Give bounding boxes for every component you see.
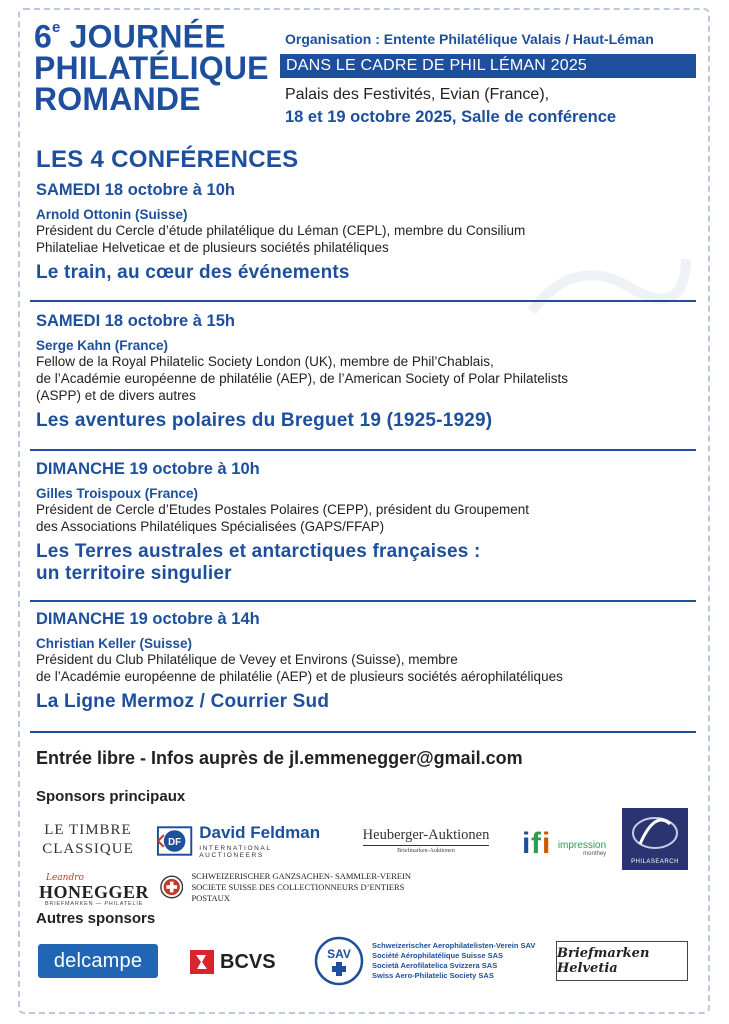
- sav-logo: SAV Schweizerischer Aerophilatelisten-Verein SAV Société Aérophilatélique Suisse SAS Società Aerofilatelica Svizzera SAS Swiss Aero-Philatelic Society SAS: [314, 935, 554, 987]
- ifi-impression-logo: i f i impression monthey: [518, 816, 610, 866]
- conference-talk: Les Terres australes et antarctiques françaises : un territoire singulier: [36, 541, 481, 584]
- conference-speaker: Serge Kahn (France): [36, 338, 169, 353]
- conference-3: [36, 460, 696, 585]
- conference-desc: Fellow de la Royal Philatelic Society London (UK), membre de Phil’Chablais, de l’Académie européenne de philatélie (AEP), de l’American Society of Polar Philatelists (ASPP) et de divers autres: [36, 354, 569, 403]
- conference-talk: La Ligne Mermoz / Courrier Sud: [36, 691, 330, 712]
- conference-desc: Président du Cercle d’étude philatélique du Léman (CEPL), membre du Consilium Philateliae Helveticae et de plusieurs sociétés philatéliques: [36, 223, 526, 255]
- entry-info: Entrée libre - Infos auprès de jl.emmenegger@gmail.com: [36, 748, 523, 768]
- bcvs-logo: BCVS: [190, 946, 290, 978]
- conference-talk: Le train, au cœur des événements: [36, 262, 350, 283]
- david-feldman-logo: DF David Feldman INTERNATIONAL AUCTIONEERS: [156, 822, 336, 860]
- venue: Palais des Festivités, Evian (France),: [285, 86, 550, 103]
- conference-speaker: Christian Keller (Suisse): [36, 636, 193, 651]
- conference-talk: Les aventures polaires du Breguet 19 (1925-1929): [36, 410, 493, 431]
- conference-slot: SAMEDI 18 octobre à 10h: [36, 181, 235, 199]
- conference-desc: Président du Club Philatélique de Vevey et Environs (Suisse), membre de l’Académie européenne de philatélie (AEP) et de plusieurs sociétés aérophilatéliques: [36, 652, 563, 684]
- ifi-mark-icon: [522, 819, 556, 863]
- swiss-cross-icon: [160, 874, 183, 900]
- svg-text:f: f: [530, 827, 541, 860]
- conference-slot: SAMEDI 18 octobre à 15h: [36, 312, 235, 330]
- organisation: Organisation : Entente Philatélique Valais / Haut-Léman: [285, 31, 654, 47]
- le-timbre-classique-logo: LE TIMBRE CLASSIQUE: [42, 822, 134, 857]
- conference-desc: Président de Cercle d’Etudes Postales Polaires (CEPP), président du Groupement des Associations Philatéliques Spécialisées (GAPS/FFAP): [36, 502, 530, 534]
- sgsv-logo: SCHWEIZERISCHER GANZSACHEN- SAMMLER-VEREIN SOCIETE SUISSE DES COLLECTIONNEURS D’ENTIERS POSTAUX: [160, 872, 420, 902]
- conference-speaker: Gilles Troispoux (France): [36, 486, 199, 501]
- conference-1: [36, 181, 696, 284]
- banner: DANS LE CADRE DE PHIL LÉMAN 2025: [280, 54, 696, 78]
- heuberger-auktionen-logo: Heuberger-Auktionen Briefmarken-Auktionen: [362, 826, 490, 854]
- separator: [30, 300, 696, 302]
- bcvs-mark-icon: [190, 950, 214, 974]
- svg-text:SAV: SAV: [327, 947, 351, 961]
- svg-text:i: i: [541, 827, 551, 860]
- separator: [30, 600, 696, 602]
- conference-slot: DIMANCHE 19 octobre à 10h: [36, 460, 260, 478]
- conference-slot: DIMANCHE 19 octobre à 14h: [36, 610, 260, 628]
- honegger-logo: Leandro HONEGGER BRIEFMARKEN — PHILATELIE: [38, 873, 149, 907]
- philasearch-emblem-icon: [630, 814, 680, 852]
- philasearch-logo: PHILASEARCH: [622, 808, 688, 870]
- sponsors-other-heading: Autres sponsors: [36, 910, 156, 927]
- conference-speaker: Arnold Ottonin (Suisse): [36, 207, 188, 222]
- event-title: 6e JOURNÉE PHILATÉLIQUE ROMANDE: [34, 18, 269, 117]
- sav-emblem-icon: [314, 936, 364, 986]
- briefmarken-helvetia-logo: Briefmarken Helvetia: [556, 941, 688, 981]
- svg-text:DF: DF: [168, 836, 182, 848]
- delcampe-logo: delcampe: [38, 944, 158, 978]
- dates: 18 et 19 octobre 2025, Salle de conférence: [285, 108, 617, 126]
- separator: [30, 449, 696, 451]
- section-title: LES 4 CONFÉRENCES: [36, 146, 299, 173]
- conference-2: [36, 312, 696, 432]
- svg-text:i: i: [521, 827, 531, 860]
- separator: [30, 731, 696, 733]
- feldman-emblem-icon: [156, 825, 193, 857]
- conference-4: [36, 610, 696, 713]
- sponsors-main-heading: Sponsors principaux: [36, 788, 186, 805]
